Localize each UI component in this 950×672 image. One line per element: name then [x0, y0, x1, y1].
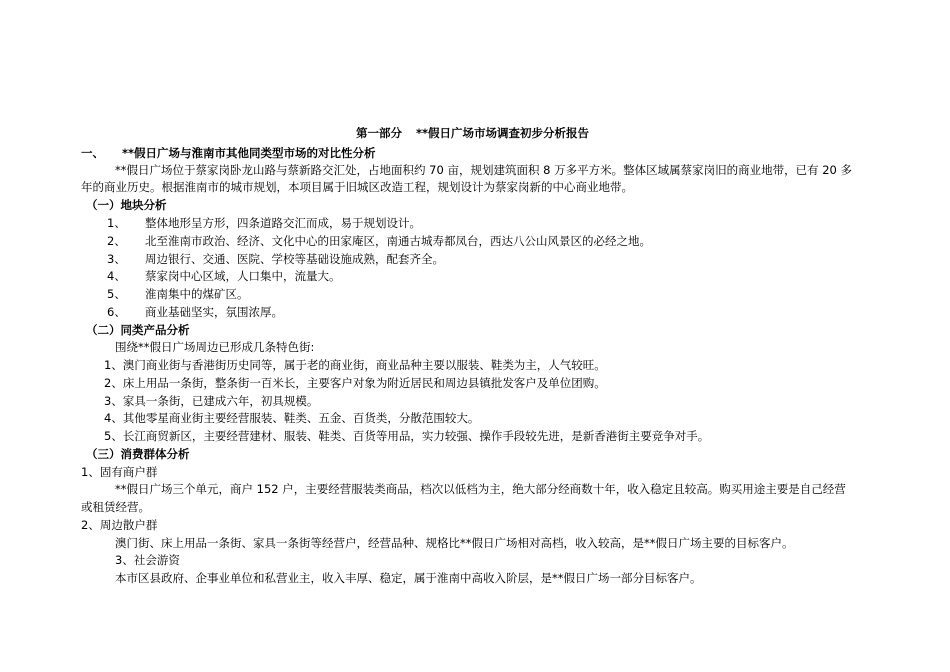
- list-item: 6、 商业基础坚实，氛围浓厚。: [107, 305, 283, 319]
- list-item: 1、 整体地形呈方形，四条道路交汇而成，易于规划设计。: [107, 216, 421, 230]
- group3-line1: 本市区县政府、企事业单位和私营业主，收入丰厚、稳定，属于淮南中高收入阶层，是**假日广场一部分目标客户。: [115, 571, 702, 585]
- list-item: 4、其他零星商业街主要经营服装、鞋类、五金、百货类，分散范围较大。: [104, 411, 480, 425]
- list-item: 1、澳门商业街与香港街历史同等，属于老的商业街，商业品种主要以服装、鞋类为主，人气较旺。: [104, 358, 606, 372]
- section1-number: 一、: [81, 146, 104, 160]
- list-item: 4、 蔡家岗中心区域，人口集中，流量大。: [107, 269, 341, 283]
- document-title: [356, 123, 589, 143]
- title-main: **假日广场市场调查初步分析报告: [416, 126, 590, 140]
- section1-intro-line1: **假日广场位于蔡家岗卧龙山路与蔡新路交汇处，占地面积约 70 亩，规划建筑面积 8 万多平方米。整体区域属蔡家岗旧的商业地带，已有 20 多: [115, 163, 853, 177]
- group1-line1: **假日广场三个单元，商户 152 户，主要经营服装类商品，档次以低档为主，绝大部分经商数十年，收入稳定且较高。购买用途主要是自己经营: [115, 482, 846, 496]
- group2-line1: 澳门街、床上用品一条街、家具一条街等经营户，经营品种、规格比**假日广场相对高档，收入较高，是**假日广场主要的目标客户。: [115, 536, 794, 550]
- group1-line2: 或租赁经营。: [81, 500, 150, 514]
- list-item: 2、 北至淮南市政治、经济、文化中心的田家庵区，南通古城寿都凤台，西达八公山风景区的必经之地。: [107, 234, 651, 248]
- list-item: 3、 周边银行、交通、医院、学校等基础设施成熟，配套齐全。: [107, 252, 444, 266]
- sub2-heading: （二）同类产品分析: [86, 323, 190, 337]
- sub2-intro: 围绕**假日广场周边已形成几条特色街:: [115, 340, 315, 354]
- list-item: 2、床上用品一条街，整条街一百米长，主要客户对象为附近居民和周边县镇批发客户及单位团购。: [104, 376, 606, 390]
- group1-title: 1、固有商户群: [81, 465, 158, 479]
- list-item: 5、长江商贸新区，主要经营建材、服装、鞋类、百货等用品，实力较强、操作手段较先进，是新香港街主要竞争对手。: [104, 429, 710, 443]
- group3-title: 3、社会游资: [115, 553, 180, 567]
- group2-title: 2、周边散户群: [81, 518, 158, 532]
- title-part: 第一部分: [356, 126, 402, 140]
- section1-intro-line2: 年的商业历史。根据淮南市的城市规划，本项目属于旧城区改造工程，规划设计为蔡家岗新的中心商业地带。: [81, 180, 633, 194]
- list-item: 3、家具一条街，已建成六年，初具规模。: [104, 394, 319, 408]
- sub3-heading: （三）消费群体分析: [86, 447, 190, 461]
- section1-heading-text: **假日广场与淮南市其他同类型市场的对比性分析: [122, 146, 376, 160]
- sub1-heading: （一）地块分析: [86, 198, 167, 212]
- list-item: 5、 淮南集中的煤矿区。: [107, 287, 249, 301]
